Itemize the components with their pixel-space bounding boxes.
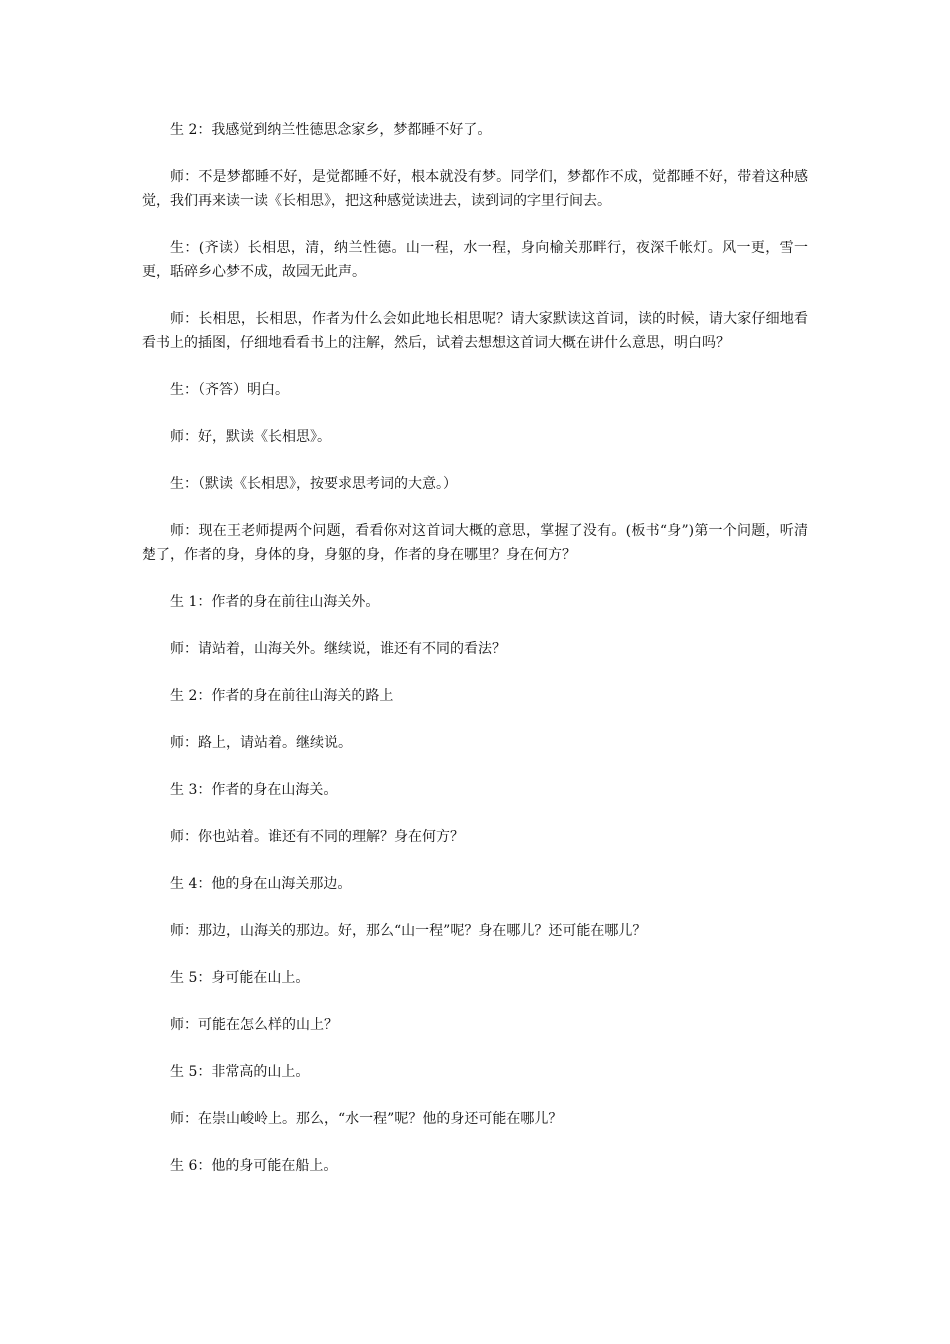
paragraph-10: 师：请站着，山海关外。继续说，谁还有不同的看法？ bbox=[170, 641, 506, 657]
paragraph-20: 师：在崇山峻岭上。那么，“水一程”呢？他的身还可能在哪儿？ bbox=[170, 1111, 563, 1127]
paragraph-14: 师：你也站着。谁还有不同的理解？身在何方？ bbox=[170, 829, 464, 845]
paragraph-8: 师：现在王老师提两个问题，看看你对这首词大概的意思，掌握了没有。(板书“身”)第一个问题，听清楚了，作者的身，身体的身，身躯的身，作者的身在哪里？身在何方？ bbox=[142, 523, 808, 563]
paragraph-16: 师：那边，山海关的那边。好，那么“山一程”呢？身在哪儿？还可能在哪儿？ bbox=[170, 923, 647, 939]
paragraph-4: 师：长相思，长相思，作者为什么会如此地长相思呢？请大家默读这首词，读的时候，请大家仔细地看看书上的插图，仔细地看看书上的注解，然后，试着去想想这首词大概在讲什么意思，明白吗？ bbox=[142, 311, 808, 351]
paragraph-13: 生 3：作者的身在山海关。 bbox=[170, 782, 338, 798]
paragraph-5: 生：（齐答）明白。 bbox=[170, 382, 289, 398]
paragraph-2: 师：不是梦都睡不好，是觉都睡不好，根本就没有梦。同学们，梦都作不成，觉都睡不好，带着这种感觉，我们再来读一读《长相思》，把这种感觉读进去，读到词的字里行间去。 bbox=[142, 169, 808, 209]
paragraph-18: 师：可能在怎么样的山上？ bbox=[170, 1017, 338, 1033]
paragraph-11: 生 2：作者的身在前往山海关的路上 bbox=[170, 688, 394, 704]
paragraph-19: 生 5：非常高的山上。 bbox=[170, 1064, 310, 1080]
document-body bbox=[142, 118, 808, 1201]
paragraph-1: 生 2：我感觉到纳兰性德思念家乡，梦都睡不好了。 bbox=[170, 122, 492, 138]
paragraph-17: 生 5：身可能在山上。 bbox=[170, 970, 310, 986]
paragraph-9: 生 1：作者的身在前往山海关外。 bbox=[170, 594, 380, 610]
paragraph-15: 生 4：他的身在山海关那边。 bbox=[170, 876, 352, 892]
paragraph-7: 生：（默读《长相思》，按要求思考词的大意。） bbox=[170, 476, 457, 492]
paragraph-21: 生 6：他的身可能在船上。 bbox=[170, 1158, 338, 1174]
paragraph-6: 师：好，默读《长相思》。 bbox=[170, 429, 331, 445]
paragraph-12: 师：路上，请站着。继续说。 bbox=[170, 735, 352, 751]
paragraph-3: 生：(齐读）长相思，清，纳兰性德。山一程，水一程，身向榆关那畔行，夜深千帐灯。风一更，雪一更，聒碎乡心梦不成，故园无此声。 bbox=[142, 240, 808, 280]
